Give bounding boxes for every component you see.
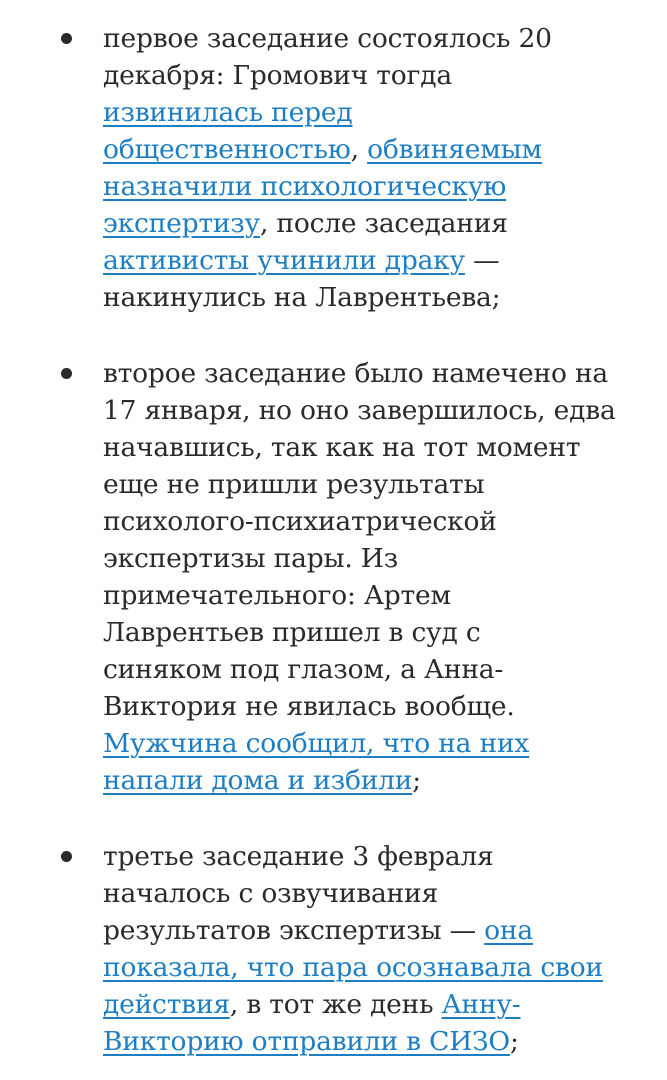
text-line [103,355,623,392]
text-line [103,725,623,762]
text-line [103,614,623,651]
text-segment: психолого-психиатрической [103,506,497,537]
text-line [103,279,623,316]
text-line [103,466,623,503]
text-line [103,540,623,577]
inline-link[interactable]: показала, что пара осознавала свои [103,952,603,983]
text-segment: первое заседание состоялось 20 [103,23,552,54]
text-line [103,986,623,1023]
text-segment: второе заседание было намечено на [103,358,609,389]
text-segment: синяком под глазом, а Анна- [103,654,504,685]
inline-link[interactable]: назначили психологическую [103,171,507,202]
text-line [103,688,623,725]
text-line [103,762,623,799]
text-segment: , [350,134,368,165]
text-line [103,205,623,242]
bullet-dot-icon [61,368,72,379]
text-line [103,242,623,279]
text-segment: ; [509,1026,519,1057]
inline-link[interactable]: экспертизу [103,208,260,239]
text-segment: экспертизы пары. Из [103,543,398,574]
text-segment: , после заседания [259,208,508,239]
text-segment: ; [412,765,421,796]
text-segment: декабря: Громович тогда [103,60,452,91]
text-segment: — [464,245,500,276]
text-segment: Виктория не явилась вообще. [103,691,515,722]
inline-link[interactable]: Мужчина сообщил, что на них [103,728,530,759]
text-line [103,94,623,131]
text-line [103,168,623,205]
inline-link[interactable]: Анну- [441,989,521,1020]
inline-link[interactable]: общественностью [103,134,351,165]
bullet-dot-icon [61,33,72,44]
text-line [103,875,623,912]
text-segment: , в тот же день [229,989,442,1020]
inline-link[interactable]: обвиняемым [367,134,542,165]
text-line [103,503,623,540]
list-item-second-session [103,355,623,799]
inline-link[interactable]: активисты учинили драку [103,245,465,276]
text-line [103,577,623,614]
text-segment: Лаврентьев пришел в суд с [103,617,481,648]
text-line [103,838,623,875]
text-line [103,131,623,168]
text-segment: началось с озвучивания [103,878,438,909]
inline-link[interactable]: напали дома и избили [103,765,413,796]
list-item-text [103,838,623,1060]
text-line [103,20,623,57]
text-segment: результатов экспертизы — [103,915,485,946]
text-line [103,429,623,466]
inline-link[interactable]: Викторию отправили в СИЗО [103,1026,510,1057]
text-segment: начавшись, так как на тот момент [103,432,581,463]
text-line [103,912,623,949]
bullet-dot-icon [61,851,72,862]
text-segment: третье заседание 3 февраля [103,841,494,872]
list-item-first-session [103,20,623,316]
text-line [103,651,623,688]
text-segment: примечательного: Артем [103,580,451,611]
text-segment: еще не пришли результаты [103,469,485,500]
inline-link[interactable]: действия [103,989,230,1020]
text-line [103,949,623,986]
text-line [103,57,623,94]
text-line [103,1023,623,1060]
text-line [103,392,623,429]
text-segment: 17 января, но оно завершилось, едва [103,395,616,426]
list-item-text [103,20,623,316]
list-item-third-session [103,838,623,1060]
inline-link[interactable]: она [484,915,533,946]
text-segment: накинулись на Лаврентьева; [103,282,501,313]
inline-link[interactable]: извинилась перед [103,97,353,128]
list-item-text [103,355,623,799]
